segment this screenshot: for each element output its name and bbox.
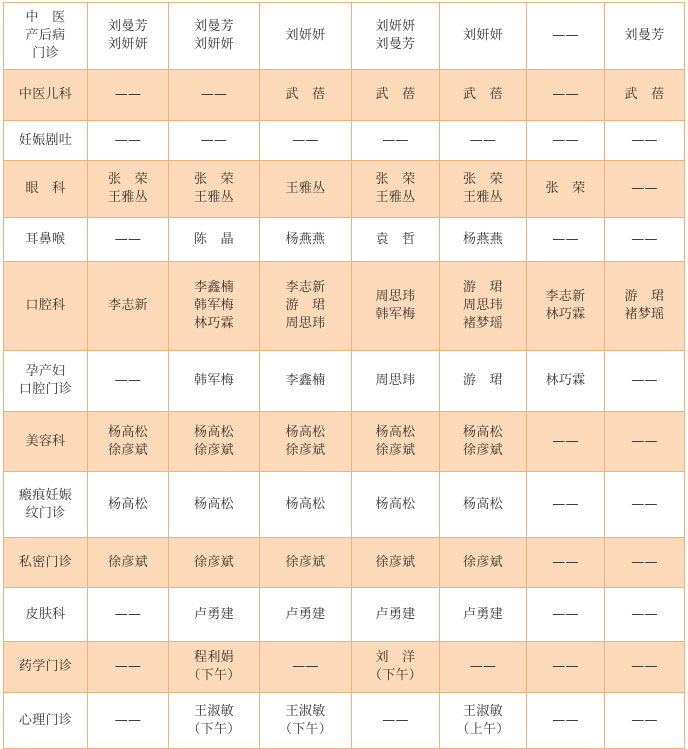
doctor-cell: 袁 哲 [352, 218, 440, 262]
doctor-cell: 李鑫楠 [260, 351, 352, 412]
doctor-cell: 刘妍妍 [260, 3, 352, 70]
doctor-cell: 徐彦斌 [352, 538, 440, 588]
table-row [4, 121, 685, 161]
doctor-cell: 杨高松 [260, 472, 352, 538]
doctor-cell: 张 荣 王雅丛 [88, 161, 169, 218]
doctor-cell: —— [527, 588, 605, 642]
doctor-cell: —— [527, 412, 605, 472]
doctor-cell: 刘曼芳 刘妍妍 [169, 3, 260, 70]
table-row [4, 218, 685, 262]
doctor-cell: —— [527, 121, 605, 161]
doctor-cell: —— [527, 218, 605, 262]
schedule-body [4, 3, 685, 749]
doctor-cell: 武 蓓 [260, 70, 352, 121]
department-cell: 眼 科 [4, 161, 88, 218]
doctor-cell: 王淑敏 （下午） [260, 693, 352, 749]
table-row [4, 351, 685, 412]
doctor-cell: 杨高松 [169, 472, 260, 538]
schedule-table-container [3, 2, 685, 749]
doctor-cell: —— [169, 70, 260, 121]
doctor-cell: —— [88, 218, 169, 262]
department-cell: 美容科 [4, 412, 88, 472]
doctor-cell: 武 蓓 [605, 70, 685, 121]
doctor-cell: —— [605, 642, 685, 693]
doctor-cell: —— [527, 3, 605, 70]
department-cell: 中 医 产后病 门诊 [4, 3, 88, 70]
doctor-cell: —— [605, 161, 685, 218]
doctor-cell: 杨高松 徐彦斌 [440, 412, 527, 472]
doctor-cell: 周思玮 [352, 351, 440, 412]
department-cell: 皮肤科 [4, 588, 88, 642]
doctor-cell: —— [605, 472, 685, 538]
department-cell: 耳鼻喉 [4, 218, 88, 262]
doctor-cell: 张 荣 王雅丛 [169, 161, 260, 218]
doctor-cell: 卢勇建 [260, 588, 352, 642]
doctor-cell: —— [605, 218, 685, 262]
table-row [4, 3, 685, 70]
doctor-cell: 杨高松 徐彦斌 [352, 412, 440, 472]
doctor-cell: —— [527, 472, 605, 538]
doctor-cell: 程利娟 （下午） [169, 642, 260, 693]
doctor-cell: 杨高松 [440, 472, 527, 538]
doctor-cell: —— [352, 693, 440, 749]
doctor-cell: —— [88, 70, 169, 121]
doctor-cell: 杨燕燕 [440, 218, 527, 262]
doctor-cell: —— [260, 642, 352, 693]
doctor-cell: 卢勇建 [352, 588, 440, 642]
doctor-cell: —— [88, 351, 169, 412]
table-row [4, 588, 685, 642]
doctor-cell: 李志新 [88, 262, 169, 351]
doctor-cell: —— [527, 70, 605, 121]
doctor-cell: 刘 洋 （下午） [352, 642, 440, 693]
doctor-cell: —— [605, 121, 685, 161]
doctor-cell: —— [352, 121, 440, 161]
doctor-cell: —— [169, 121, 260, 161]
department-cell: 心理门诊 [4, 693, 88, 749]
doctor-cell: —— [88, 642, 169, 693]
table-row [4, 472, 685, 538]
doctor-cell: 张 荣 王雅丛 [352, 161, 440, 218]
doctor-cell: 刘妍妍 [440, 3, 527, 70]
doctor-cell: 张 荣 王雅丛 [440, 161, 527, 218]
department-cell: 孕产妇 口腔门诊 [4, 351, 88, 412]
department-cell: 妊娠剧吐 [4, 121, 88, 161]
doctor-cell: 游 珺 褚梦瑶 [605, 262, 685, 351]
doctor-cell: —— [260, 121, 352, 161]
doctor-cell: 李志新 林巧霖 [527, 262, 605, 351]
table-row [4, 262, 685, 351]
doctor-cell: 杨高松 [88, 472, 169, 538]
doctor-cell: 王雅丛 [260, 161, 352, 218]
department-cell: 口腔科 [4, 262, 88, 351]
doctor-cell: 刘曼芳 [605, 3, 685, 70]
doctor-cell: —— [605, 351, 685, 412]
doctor-cell: —— [605, 588, 685, 642]
department-cell: 瘢痕妊娠 纹门诊 [4, 472, 88, 538]
doctor-cell: 王淑敏 （上午） [440, 693, 527, 749]
doctor-cell: 杨高松 徐彦斌 [88, 412, 169, 472]
doctor-cell: —— [440, 642, 527, 693]
doctor-cell: —— [88, 588, 169, 642]
department-cell: 私密门诊 [4, 538, 88, 588]
table-row [4, 642, 685, 693]
doctor-cell: 徐彦斌 [260, 538, 352, 588]
doctor-cell: 徐彦斌 [440, 538, 527, 588]
doctor-cell: 林巧霖 [527, 351, 605, 412]
doctor-cell: 徐彦斌 [169, 538, 260, 588]
doctor-cell: 卢勇建 [440, 588, 527, 642]
table-row [4, 693, 685, 749]
doctor-cell: —— [605, 412, 685, 472]
table-row [4, 412, 685, 472]
doctor-cell: —— [440, 121, 527, 161]
doctor-cell: 张 荣 [527, 161, 605, 218]
doctor-cell: 李鑫楠 韩军梅 林巧霖 [169, 262, 260, 351]
doctor-cell: 刘妍妍 刘曼芳 [352, 3, 440, 70]
doctor-cell: 周思玮 韩军梅 [352, 262, 440, 351]
doctor-cell: 游 珺 周思玮 褚梦瑶 [440, 262, 527, 351]
table-row [4, 538, 685, 588]
doctor-cell: —— [527, 538, 605, 588]
doctor-cell: —— [527, 642, 605, 693]
doctor-cell: 杨高松 徐彦斌 [260, 412, 352, 472]
doctor-cell: 卢勇建 [169, 588, 260, 642]
doctor-cell: 武 蓓 [352, 70, 440, 121]
doctor-cell: 韩军梅 [169, 351, 260, 412]
doctor-cell: —— [527, 693, 605, 749]
doctor-cell: 陈 晶 [169, 218, 260, 262]
doctor-cell: 刘曼芳 刘妍妍 [88, 3, 169, 70]
doctor-cell: 徐彦斌 [88, 538, 169, 588]
doctor-cell: 李志新 游 珺 周思玮 [260, 262, 352, 351]
doctor-cell: 杨高松 [352, 472, 440, 538]
table-row [4, 161, 685, 218]
doctor-cell: 王淑敏 （下午） [169, 693, 260, 749]
doctor-cell: —— [605, 693, 685, 749]
doctor-cell: —— [88, 121, 169, 161]
department-cell: 药学门诊 [4, 642, 88, 693]
table-row [4, 70, 685, 121]
doctor-cell: 武 蓓 [440, 70, 527, 121]
doctor-cell: —— [88, 693, 169, 749]
doctor-cell: —— [605, 538, 685, 588]
clinic-schedule-table [3, 2, 685, 749]
doctor-cell: 杨高松 徐彦斌 [169, 412, 260, 472]
doctor-cell: 游 珺 [440, 351, 527, 412]
department-cell: 中医儿科 [4, 70, 88, 121]
doctor-cell: 杨燕燕 [260, 218, 352, 262]
